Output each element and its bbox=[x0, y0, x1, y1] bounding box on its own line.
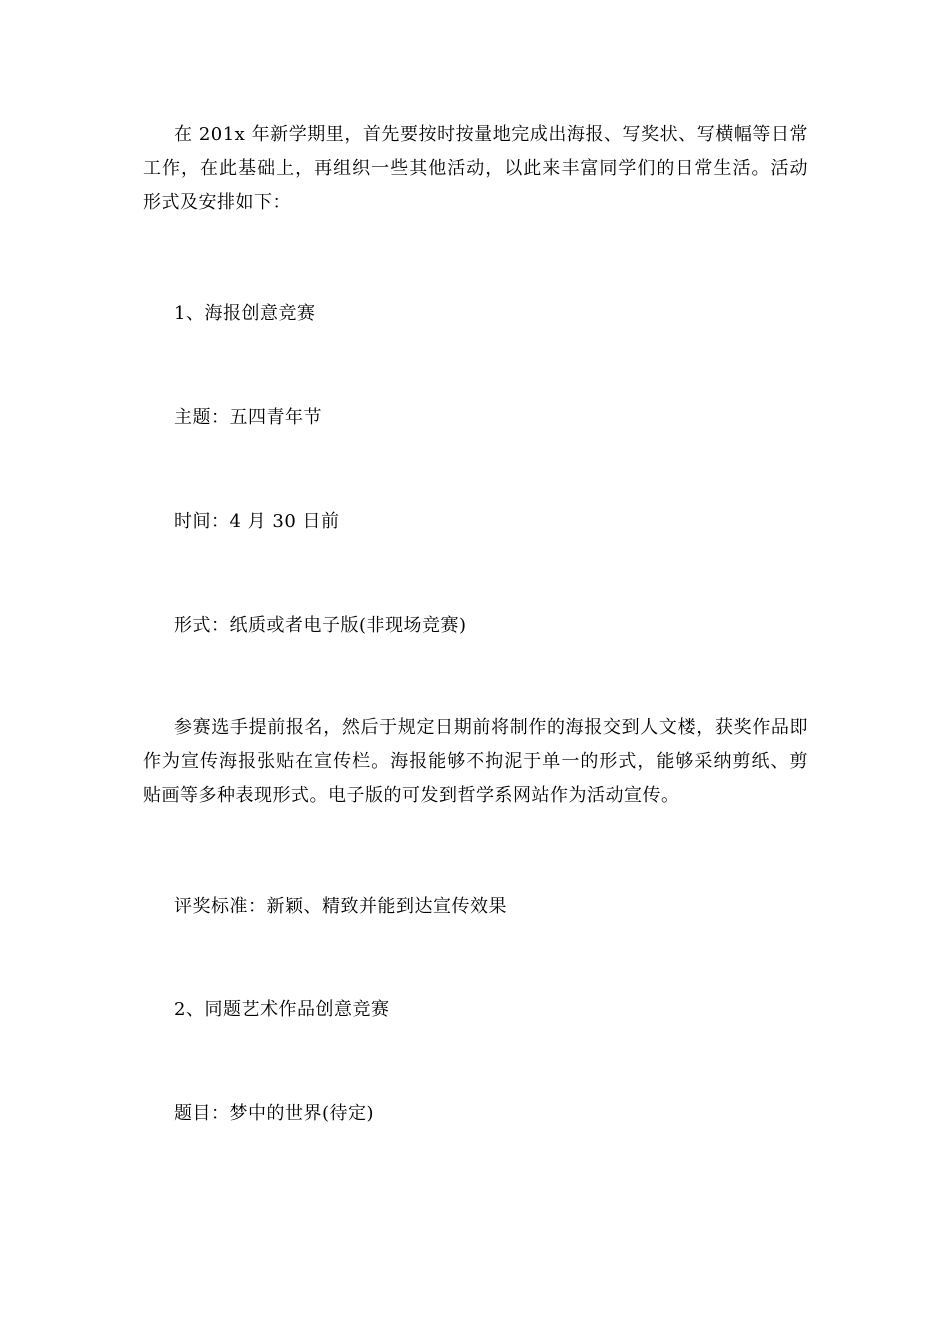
section1-theme: 主题：五四青年节 bbox=[174, 407, 322, 428]
section1-criteria: 评奖标准：新颖、精致并能到达宣传效果 bbox=[174, 896, 507, 917]
section2-topic: 题目：梦中的世界(待定) bbox=[174, 1103, 375, 1124]
intro-paragraph: 在 201x 年新学期里，首先要按时按量地完成出海报、写奖状、写横幅等日常工作，在此基础上，再组织一些其他活动，以此来丰富同学们的日常生活。活动形式及安排如下： bbox=[143, 124, 808, 213]
section1-heading: 1、海报创意竞赛 bbox=[174, 303, 316, 324]
section1-time: 时间：4 月 30 日前 bbox=[174, 511, 340, 532]
section1-format: 形式：纸质或者电子版(非现场竞赛) bbox=[174, 615, 467, 636]
section1-description: 参赛选手提前报名，然后于规定日期前将制作的海报交到人文楼，获奖作品即作为宣传海报张贴在宣传栏。海报能够不拘泥于单一的形式，能够采纳剪纸、剪贴画等多种表现形式。电子版的可发到哲学系网站作为活动宣传。 bbox=[143, 717, 808, 806]
section2-heading: 2、同题艺术作品创意竞赛 bbox=[174, 999, 390, 1020]
